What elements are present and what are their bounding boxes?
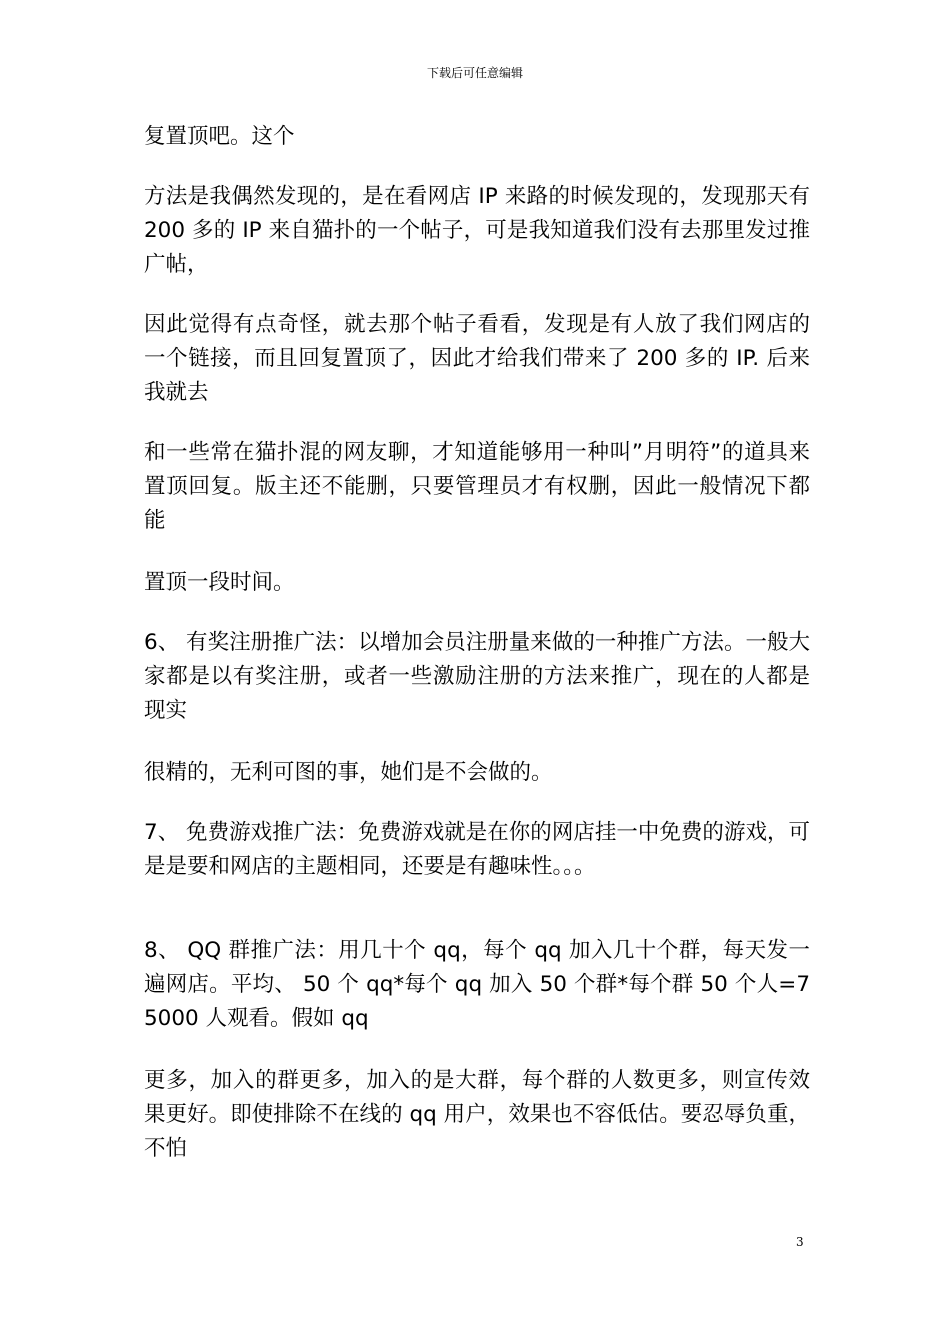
paragraph-4: 和一些常在猫扑混的网友聊，才知道能够用一种叫”月明符”的道具来置顶回复。版主还不能删，只要管理员才有权删，因此一般情况下都能 bbox=[144, 440, 810, 533]
paragraph-5: 置顶一段时间。 bbox=[144, 570, 295, 595]
paragraph-3: 因此觉得有点奇怪，就去那个帖子看看，发现是有人放了我们网店的一个链接，而且回复置顶了，因此才给我们带来了 200 多的 IP. 后来我就去 bbox=[144, 312, 810, 405]
paragraph-1: 复置顶吧。这个 bbox=[144, 124, 295, 149]
paragraph-8: 7、 免费游戏推广法：免费游戏就是在你的网店挂一中免费的游戏，可是是要和网店的主题相同，还要是有趣味性。。。 bbox=[144, 820, 810, 879]
paragraph-2: 方法是我偶然发现的，是在看网店 IP 来路的时候发现的，发现那天有 200 多的 IP 来自猫扑的一个帖子，可是我知道我们没有去那里发过推广帖， bbox=[144, 184, 810, 277]
page-number: 3 bbox=[796, 1235, 804, 1249]
paragraph-7: 很精的，无利可图的事，她们是不会做的。 bbox=[144, 760, 553, 785]
paragraph-6: 6、 有奖注册推广法：以增加会员注册量来做的一种推广方法。一般大家都是以有奖注册，或者一些激励注册的方法来推广，现在的人都是现实 bbox=[144, 630, 810, 723]
paragraph-10: 更多，加入的群更多，加入的是大群，每个群的人数更多，则宣传效果更好。即使排除不在线的 qq 用户，效果也不容低估。要忍辱负重，不怕 bbox=[144, 1068, 810, 1161]
paragraph-9: 8、 QQ 群推广法：用几十个 qq，每个 qq 加入几十个群，每天发一遍网店。平均、 50 个 qq*每个 qq 加入 50 个群*每个群 50 个人=75000 人观看。假如 qq bbox=[144, 938, 810, 1031]
page-header: 下载后可任意编辑 bbox=[426, 66, 523, 80]
